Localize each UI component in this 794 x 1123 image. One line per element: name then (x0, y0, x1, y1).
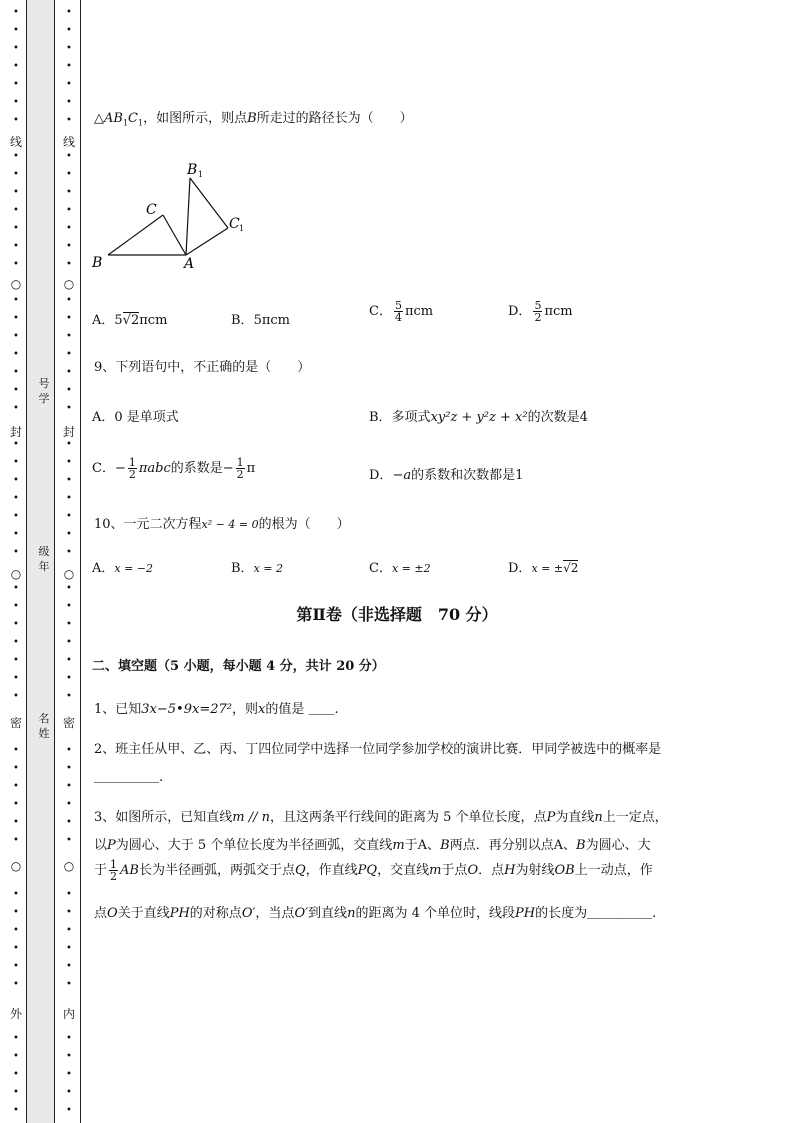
gutter-dot: • (13, 493, 19, 504)
gutter-dot: • (66, 763, 72, 774)
gutter-dot: • (66, 151, 72, 162)
gutter-dot: • (66, 385, 72, 396)
label-B1-sub: 1 (198, 170, 204, 179)
gutter-dot: • (13, 1069, 19, 1080)
section-2-heading: 二、填空题（5 小题，每小题 4 分，共计 20 分） (92, 659, 385, 674)
gutter-dot: • (66, 43, 72, 54)
name-label: 名姓 (38, 712, 50, 740)
gutter-dot: • (66, 241, 72, 252)
gutter-dot: • (13, 457, 19, 468)
label-C: C (146, 202, 157, 218)
gutter-dot: • (66, 925, 72, 936)
gutter-dot: • (66, 259, 72, 270)
gutter-dot: • (66, 619, 72, 630)
gutter-dot: • (66, 295, 72, 306)
gutter-dot: • (66, 97, 72, 108)
label-B: B (92, 255, 103, 271)
gutter-dot: • (13, 907, 19, 918)
gutter-dot: • (13, 745, 19, 756)
gutter-dot: • (13, 187, 19, 198)
gutter-dot: • (66, 655, 72, 666)
inner-mark-nei: 内 (62, 1007, 75, 1021)
gutter-dot: • (66, 979, 72, 990)
q8-option-a[interactable]: A．5√2πcm (92, 313, 168, 328)
gutter-dot: • (13, 673, 19, 684)
gutter-dot: • (66, 313, 72, 324)
left-mark-xian: 线 (9, 135, 22, 149)
label-B1: B (187, 162, 198, 178)
gutter-dot: • (66, 961, 72, 972)
gutter-dot: • (13, 313, 19, 324)
label-A: A (184, 256, 195, 272)
gutter-dot: • (66, 1105, 72, 1116)
inner-mark-circle-1: ○ (63, 277, 75, 291)
gutter-dot: • (66, 367, 72, 378)
gutter-dot: • (13, 349, 19, 360)
gutter-dot: • (66, 817, 72, 828)
gutter-dot: • (13, 961, 19, 972)
q9-option-c[interactable]: C．− $\frac{1}{2}$ πabc的系数是− $\frac{1}{2}$ π (92, 456, 256, 481)
gutter-dot: • (13, 367, 19, 378)
gutter-dot: • (66, 475, 72, 486)
gutter-dot: • (66, 1051, 72, 1062)
gutter-dot: • (13, 79, 19, 90)
label-C1-sub: 1 (239, 224, 245, 233)
label-C1: C (229, 216, 240, 232)
inner-mark-mi: 密 (62, 716, 75, 730)
gutter-dot: • (13, 529, 19, 540)
gutter-dot: • (66, 907, 72, 918)
left-mark-circle-3: ○ (10, 859, 22, 873)
gutter-dot: • (66, 187, 72, 198)
gutter-dot: • (66, 637, 72, 648)
gutter-dot: • (13, 169, 19, 180)
gutter-dot: • (13, 763, 19, 774)
gutter-dot: • (66, 745, 72, 756)
gutter-dot: • (13, 583, 19, 594)
gutter-dot: • (66, 1069, 72, 1080)
gutter-dot: • (13, 205, 19, 216)
gutter-dot: • (13, 115, 19, 126)
gutter-dot: • (13, 403, 19, 414)
gutter-dot: • (66, 61, 72, 72)
q10-stem: 10、一元二次方程x² − 4 = 0的根为（ ） (94, 517, 350, 532)
q10-option-a[interactable]: A．x = −2 (92, 561, 154, 576)
gutter-dot: • (13, 799, 19, 810)
gutter-dot: • (13, 475, 19, 486)
gutter-dot: • (66, 835, 72, 846)
inner-mark-circle-3: ○ (63, 859, 75, 873)
gutter-dot: • (66, 691, 72, 702)
q10-option-d[interactable]: D．x = ±√2 (508, 561, 579, 576)
gutter-dot: • (13, 7, 19, 18)
gutter-dot: • (66, 457, 72, 468)
gutter-dot: • (66, 7, 72, 18)
gutter-dot: • (13, 61, 19, 72)
fill-question-2-line1: 2、班主任从甲、乙、丙、丁四位同学中选择一位同学参加学校的演讲比赛．甲同学被选中的概率是 (94, 742, 662, 757)
q10-option-c[interactable]: C．x = ±2 (369, 561, 431, 576)
gutter-dot: • (13, 943, 19, 954)
gutter-dot: • (13, 223, 19, 234)
gutter-dot: • (66, 511, 72, 522)
gutter-dot: • (66, 331, 72, 342)
gutter-dot: • (13, 979, 19, 990)
gutter-dot: • (13, 1033, 19, 1044)
q8-option-d[interactable]: D． $\frac{5}{2}$ πcm (508, 299, 573, 324)
fill-question-3-line4: 点O关于直线PH的对称点O′，当点O′到直线n的距离为 4 个单位时，线段PH的长度为＿＿＿＿＿. (94, 906, 657, 921)
gutter-dot: • (66, 169, 72, 180)
gutter-dot: • (13, 295, 19, 306)
gutter-dot: • (66, 493, 72, 504)
gutter-dot: • (66, 673, 72, 684)
gutter-dot: • (13, 817, 19, 828)
gutter-dot: • (13, 331, 19, 342)
gutter-dot: • (13, 637, 19, 648)
gutter-dot: • (13, 889, 19, 900)
student-number-label: 号学 (38, 377, 50, 405)
fill-question-1: 1、已知3x−5•9x=27²，则x的值是 ＿＿. (94, 702, 339, 717)
fill-question-3-line1: 3、如图所示，已知直线m // n，且这两条平行线间的距离为 5 个单位长度，点P为直线n上一定点， (94, 810, 668, 825)
q9-option-a[interactable]: A．0 是单项式 (92, 410, 179, 425)
fill-question-2-line2: ＿＿＿＿＿. (94, 770, 164, 785)
gutter-dot: • (13, 97, 19, 108)
gutter-dot: • (13, 835, 19, 846)
left-mark-mi: 密 (9, 716, 22, 730)
gutter-dot: • (13, 241, 19, 252)
gutter-dot: • (66, 943, 72, 954)
left-mark-feng: 封 (9, 425, 22, 439)
gutter-dot: • (13, 1105, 19, 1116)
gutter-dot: • (66, 403, 72, 414)
q8-option-b[interactable]: B．5πcm (231, 313, 290, 328)
gutter-dot: • (13, 1051, 19, 1062)
gutter-dot: • (13, 259, 19, 270)
gutter-dot: • (66, 781, 72, 792)
gutter-dot: • (13, 511, 19, 522)
left-mark-circle-1: ○ (10, 277, 22, 291)
q8-option-c[interactable]: C． $\frac{5}{4}$ πcm (369, 299, 434, 324)
inner-mark-feng: 封 (62, 425, 75, 439)
gutter-dot: • (13, 439, 19, 450)
gutter-dot: • (66, 529, 72, 540)
gutter-dot: • (66, 205, 72, 216)
gutter-dot: • (13, 655, 19, 666)
gutter-dot: • (66, 223, 72, 234)
gutter-dot: • (66, 547, 72, 558)
gutter-dot: • (66, 1033, 72, 1044)
left-mark-circle-2: ○ (10, 567, 22, 581)
q8-stem: $\triangle AB_1C_1$，如图所示，则点B所走过的路径长为（ ） (94, 111, 413, 128)
gutter-dot: • (13, 619, 19, 630)
left-mark-wai: 外 (9, 1007, 22, 1021)
gutter-dot: • (13, 385, 19, 396)
gutter-dot: • (13, 1087, 19, 1098)
gutter-dot: • (13, 25, 19, 36)
fill-question-3-line2: 以P为圆心、大于 5 个单位长度为半径画弧，交直线m于A、B两点．再分别以点A、B为圆心、大 (94, 838, 651, 853)
gutter-dot: • (13, 691, 19, 702)
gutter-dot: • (13, 547, 19, 558)
gutter-dot: • (13, 151, 19, 162)
q9-option-d[interactable]: D．−a的系数和次数都是1 (369, 468, 524, 483)
gutter-dot: • (66, 799, 72, 810)
q8-triangle-figure (88, 158, 258, 276)
binding-line (80, 0, 81, 1123)
gutter-dot: • (66, 25, 72, 36)
gutter-dot: • (66, 439, 72, 450)
gutter-dot: • (13, 601, 19, 612)
gutter-dot: • (66, 115, 72, 126)
q10-option-b[interactable]: B．x = 2 (231, 561, 283, 576)
section-2-title: 第Ⅱ卷（非选择题 70 分） (296, 605, 498, 624)
fill-question-3-line3: 于 $\frac{1}{2}$ AB长为半径画弧，两弧交于点Q，作直线PQ，交直线m于点O．点H为射线OB上一动点，作 (94, 858, 653, 883)
gutter-dot: • (13, 781, 19, 792)
gutter-dot: • (13, 925, 19, 936)
gutter-dot: • (66, 889, 72, 900)
inner-mark-xian: 线 (62, 135, 75, 149)
grade-label: 级年 (38, 545, 50, 573)
gutter-dot: • (66, 601, 72, 612)
gutter-dot: • (66, 79, 72, 90)
q9-stem: 9、下列语句中，不正确的是（ ） (94, 360, 311, 375)
gutter-dot: • (66, 1087, 72, 1098)
gutter-dot: • (66, 583, 72, 594)
q9-option-b[interactable]: B．多项式xy²z + y²z + x²的次数是4 (369, 410, 588, 425)
gutter-dot: • (13, 43, 19, 54)
inner-mark-circle-2: ○ (63, 567, 75, 581)
gutter-dot: • (66, 349, 72, 360)
